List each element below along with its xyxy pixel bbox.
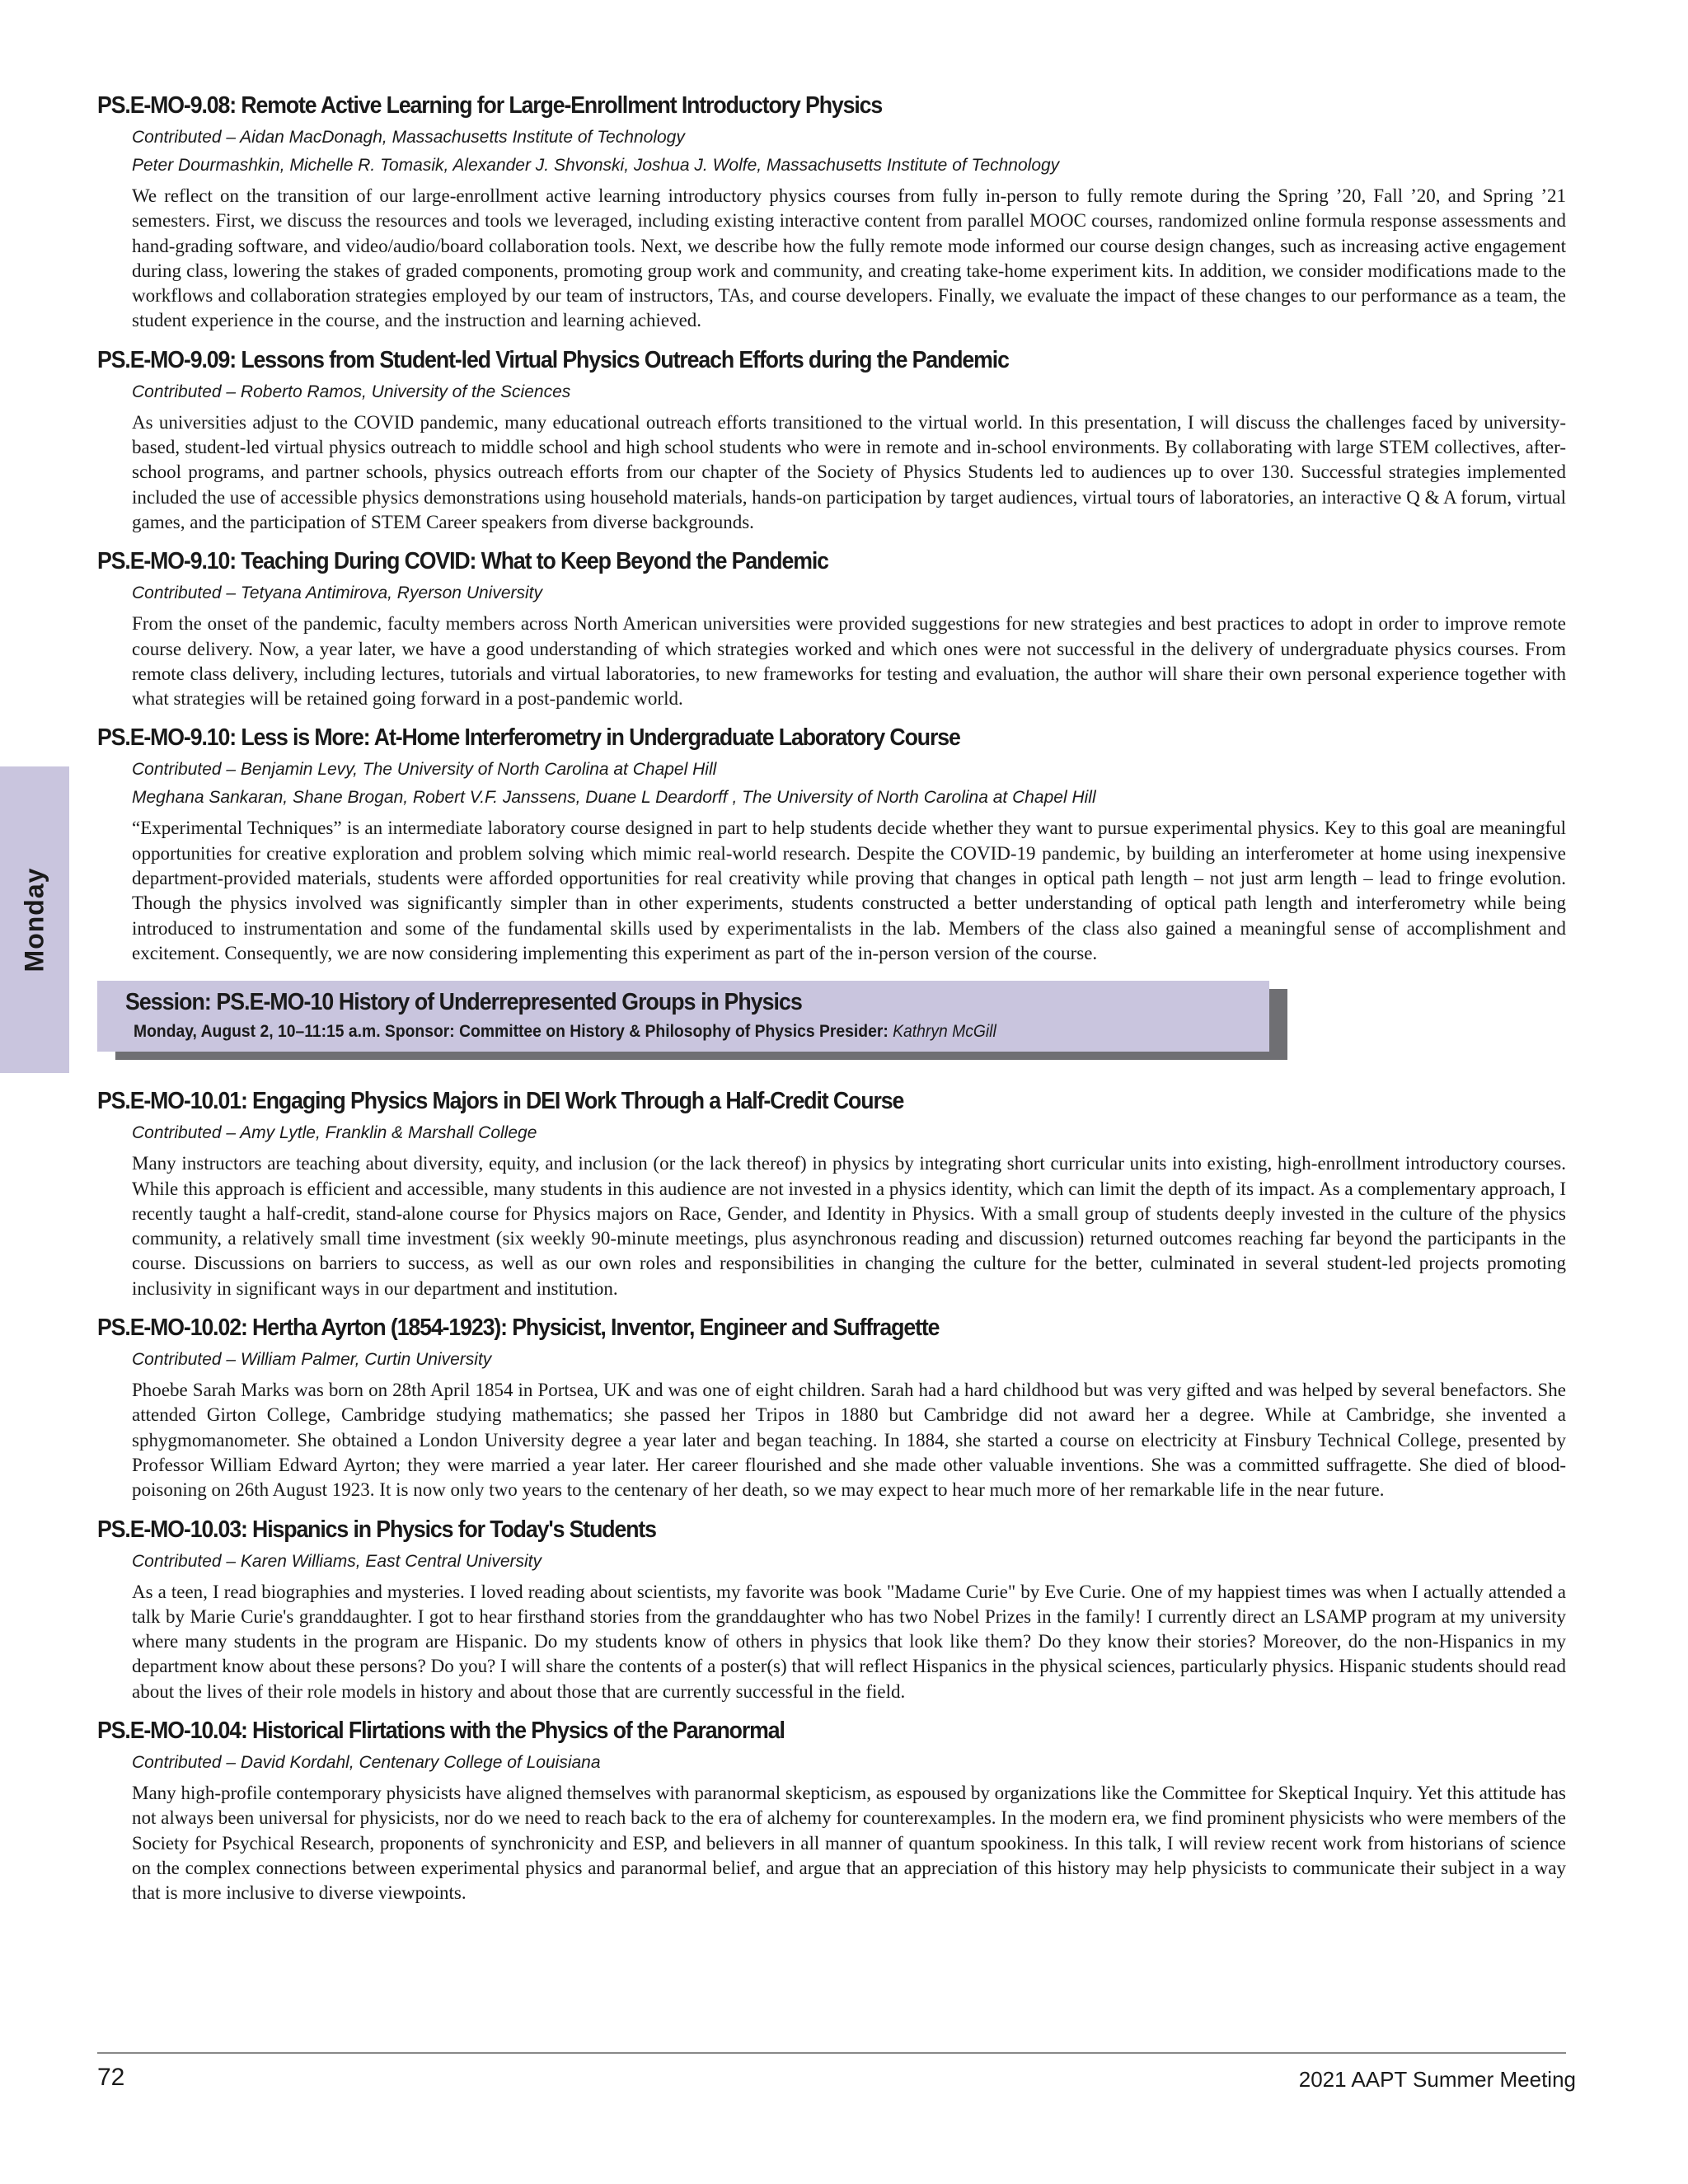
entry-abstract: We reflect on the transition of our large-enrollment active learning introductory physics courses from fully in-person to fully remote during the Spring ’20, Fall ’20, and Spring ’21 semesters. First, we discuss the resources and tools we leveraged, including existing interactive content from parallel MOOC courses, randomized online formula response assessments and hand-grading software, and video/audio/board collaboration tools. Next, we describe how the fully remote mode informed our course design changes, such as increasing active engagement during class, lowering the stakes of graded components, promoting group work and community, and creating take-home experiment kits. In addition, we consider modifications made to the workflows and collaboration strategies employed by our team of instructors, TAs, and course developers. Finally, we evaluate the impact of these changes to our performance as a team, the student experience in the course, and the instruction and learning achieved. (132, 185, 1566, 331)
page-content (97, 92, 1566, 1919)
entry-abstract: “Experimental Techniques” is an intermediate laboratory course designed in part to help students decide whether they want to pursue experimental physics. Key to this goal are meaningful opportunities for creative exploration and problem solving which mimic real-world research. Despite the COVID-19 pandemic, by building an interferometer at home using inexpensive department-provided materials, students were afforded opportunities for real creativity while proving that changes in optical path length – not just arm length – lead to fringe evolution. Though the physics involved was significantly simpler than in other experiments, students constructed a better understanding of optical path length and interferometry while being introduced to instrumentation and some of the fundamental skills used by experimentalists in the lab. Members of the class also gained a meaningful sense of accomplishment and excitement. Consequently, we are now considering implementing this experiment as part of the in-person version of the course. (132, 818, 1566, 963)
session-title: Session: PS.E-MO-10 History of Underrepresented Groups in Physics (125, 989, 802, 1016)
abstract-entry (97, 1315, 1566, 1502)
entry-abstract: As a teen, I read biographies and mysteries. I loved reading about scientists, my favorite was book "Madame Curie" by Eve Curie. One of my happiest times was when I actually attended a talk by Marie Curie's granddaughter. I got to hear firsthand stories from the granddaughter who has two Nobel Prizes in the family! I currently direct an LSAMP program at my university where many students in the program are Hispanic. Do my students know of others in physics that look like them? Do they know their stories? Moreover, do the non-Hispanics in my department know about these persons? Do you? I will share the contents of a poster(s) that will reflect Hispanics in the physical sciences, particularly physics. Hispanic students should read about the lives of their role models in history and about those that are currently successful in the field. (132, 1581, 1566, 1702)
entry-contributor: Contributed – Benjamin Levy, The University of North Carolina at Chapel Hill (132, 760, 717, 780)
entry-contributor: Contributed – William Palmer, Curtin University (132, 1350, 492, 1370)
entry-abstract: From the onset of the pandemic, faculty members across North American universities were provided suggestions for new strategies and best practices to adopt in order to improve remote course delivery. Now, a year later, we have a good understanding of which strategies worked and which ones were not successful in the delivery of undergraduate physics courses. From remote class delivery, including lectures, tutorials and virtual laboratories, to new frameworks for testing and evaluation, the author will share their own personal experience together with what strategies will be retained going forward in a post-pandemic world. (132, 613, 1566, 710)
entry-abstract: Many high-profile contemporary physicists have aligned themselves with paranormal skepticism, as espoused by organizations like the Committee for Skeptical Inquiry. Yet this attitude has not always been universal for physicists, nor do we need to reach back to the era of alchemy for counterexamples. In the modern era, we find prominent physicists who were members of the Society for Psychical Research, proponents of synchronicity and ESP, and believers in all manner of quantum spookiness. In this talk, I will review recent work from historians of science on the complex connections between experimental physics and paranormal belief, and argue that an appreciation of this history may help physicists to communicate their subject in a way that is more inclusive to diverse viewpoints. (132, 1782, 1566, 1904)
session-details: Monday, August 2, 10–11:15 a.m. Sponsor: Committee on History & Philosophy of Physics Presider: (134, 1022, 889, 1042)
entry-contributor: Contributed – Aidan MacDonagh, Massachusetts Institute of Technology (132, 128, 685, 147)
entry-title: PS.E-MO-9.10: Teaching During COVID: What to Keep Beyond the Pandemic (97, 548, 828, 575)
page-number: 72 (97, 2064, 125, 2091)
entry-title: PS.E-MO-10.03: Hispanics in Physics for Today's Students (97, 1516, 656, 1543)
entry-contributor: Contributed – David Kordahl, Centenary College of Louisiana (132, 1752, 601, 1772)
abstract-entry (97, 548, 1566, 711)
abstract-entry (97, 347, 1566, 535)
abstracts-before-session (97, 92, 1566, 966)
session-header (97, 981, 1566, 1063)
entry-title: PS.E-MO-9.08: Remote Active Learning for Large-Enrollment Introductory Physics (97, 92, 883, 119)
entry-abstract: Many instructors are teaching about diversity, equity, and inclusion (or the lack thereof) in physics by integrating short curricular units into existing, high-enrollment introductory courses. While this approach is efficient and accessible, many students in this audience are not invested in a physics identity, which can limit the depth of its impact. As a complementary approach, I recently taught a half-credit, stand-alone course for Physics majors on Race, Gender, and Identity in Physics. With a small group of students deeply invested in the culture of the physics community, a relatively small time investment (six weekly 90-minute meetings, plus asynchronous reading and discussion) returned outcomes reaching far beyond the participants in the course. Discussions on barriers to success, as well as our own roles and responsibilities in changing the culture for the better, culminated in several student-led projects promoting inclusivity in significant ways in our department and institution. (132, 1153, 1566, 1299)
abstracts-after-session (97, 1088, 1566, 1905)
entry-title: PS.E-MO-10.04: Historical Flirtations with the Physics of the Paranormal (97, 1717, 785, 1744)
side-tab-label: Monday (19, 867, 49, 972)
abstract-entry (97, 1088, 1566, 1301)
footer-rule (97, 2052, 1566, 2054)
side-tab (0, 766, 69, 1073)
entry-contributor: Contributed – Tetyana Antimirova, Ryerson University (132, 583, 543, 603)
abstract-entry (97, 92, 1566, 334)
entry-contributor: Contributed – Roberto Ramos, University of the Sciences (132, 382, 571, 401)
entry-coauthors: Meghana Sankaran, Shane Brogan, Robert V.F. Janssens, Duane L Deardorff , The University of North Carolina at Chapel Hill (132, 788, 1096, 808)
conference-name: 2021 AAPT Summer Meeting (1298, 2067, 1576, 2092)
abstract-entry (97, 1516, 1566, 1704)
entry-contributor: Contributed – Karen Williams, East Central University (132, 1551, 542, 1571)
session-meta (134, 1022, 996, 1042)
abstract-entry (97, 724, 1566, 966)
entry-abstract: As universities adjust to the COVID pandemic, many educational outreach efforts transitioned to the virtual world. In this presentation, I will discuss the challenges faced by university-based, student-led virtual physics outreach to middle school and high school students who were in remote and in-school environments. By collaborating with large STEM collectives, after-school programs, and partner schools, physics outreach efforts from our chapter of the Society of Physics Students led to audiences up to over 130. Successful strategies implemented included the use of accessible physics demonstrations using household materials, hands-on participation by target audiences, virtual tours of laboratories, an interactive Q & A forum, virtual games, and the participation of STEM Career speakers from diverse backgrounds. (132, 411, 1566, 532)
entry-title: PS.E-MO-10.02: Hertha Ayrton (1854-1923): Physicist, Inventor, Engineer and Suffragette (97, 1315, 940, 1342)
entry-abstract: Phoebe Sarah Marks was born on 28th April 1854 in Portsea, UK and was one of eight children. Sarah had a hard childhood but was very gifted and was helped by several benefactors. She attended Girton College, Cambridge studying mathematics; she passed her Tripos in 1880 but Cambridge did not award her a degree. While at Cambridge, she invented a sphygmomanometer. She obtained a London University degree a year later and began teaching. In 1884, she started a course on electricity at Finsbury Technical College, presented by Professor William Edward Ayrton; they were married a year later. Her career flourished and she made other valuable inventions. She was a committed suffragette. She died of blood-poisoning on 26th August 1923. It is now only two years to the centenary of her death, so we may expect to hear much more of her remarkable life in the near future. (132, 1380, 1566, 1501)
entry-contributor: Contributed – Amy Lytle, Franklin & Marshall College (132, 1123, 537, 1143)
entry-title: PS.E-MO-9.10: Less is More: At-Home Interferometry in Undergraduate Laboratory Course (97, 724, 960, 752)
entry-title: PS.E-MO-10.01: Engaging Physics Majors in DEI Work Through a Half-Credit Course (97, 1088, 904, 1115)
entry-coauthors: Peter Dourmashkin, Michelle R. Tomasik, Alexander J. Shvonski, Joshua J. Wolfe, Massachusetts Institute of Technology (132, 156, 1060, 175)
entry-title: PS.E-MO-9.09: Lessons from Student-led Virtual Physics Outreach Efforts during the Pandemic (97, 346, 1009, 373)
session-header-box (97, 981, 1269, 1052)
session-presider: Kathryn McGill (893, 1022, 996, 1042)
abstract-entry (97, 1718, 1566, 1905)
